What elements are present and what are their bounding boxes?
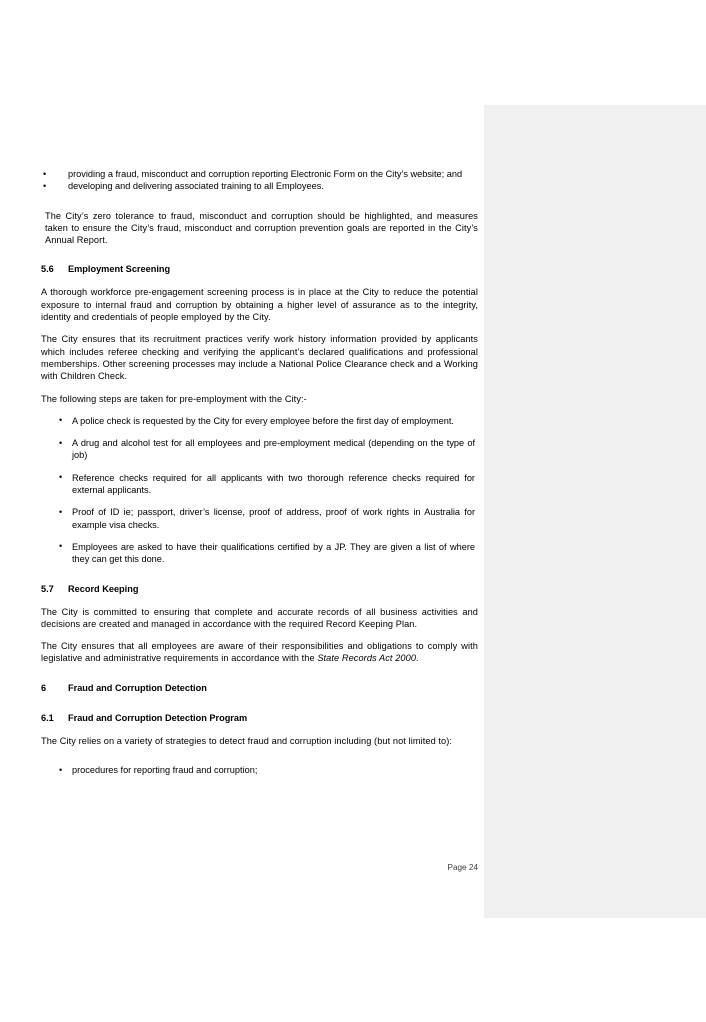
paragraph-5-7-a: The City is committed to ensuring that complete and accurate records of all business activities and decisions are created and managed in accordance with the required Record Keeping Plan. xyxy=(41,606,478,629)
heading-6 xyxy=(41,682,478,694)
bullet-list-detection-strategies xyxy=(41,764,478,776)
paragraph-6-1-a: The City relies on a variety of strategies to detect fraud and corruption including (but not limited to): xyxy=(41,735,453,746)
list-item xyxy=(41,168,478,180)
page-footer xyxy=(41,862,478,873)
heading-5-6 xyxy=(41,263,478,275)
bullet-list-pre-employment-steps xyxy=(41,415,478,566)
page-number: Page 24 xyxy=(447,863,478,872)
heading-title: Employment Screening xyxy=(68,264,171,275)
list-item-text: developing and delivering associated training to all Employees. xyxy=(68,181,324,192)
paragraph-5-7-b-lead: The City ensures that all employees are aware of their responsibilities and obligations to comply with legislative and administrative requirements in accordance with the xyxy=(41,641,478,664)
list-item xyxy=(41,437,475,462)
paragraph-5-6-b: The City ensures that its recruitment practices verify work history information provided by applicants which includes referee checking and verifying the applicant’s declared qualifications and professional memberships. Other screening processes may include a National Police Clearance check and a Working with Children Check. xyxy=(41,334,478,382)
list-item-text: A police check is requested by the City for every employee before the first day of employment. xyxy=(72,415,454,426)
list-item-text: Reference checks required for all applicants with two thorough reference checks required for external applicants. xyxy=(72,472,475,496)
heading-title: Record Keeping xyxy=(68,583,139,594)
list-item xyxy=(41,506,475,531)
list-item-text: procedures for reporting fraud and corruption; xyxy=(72,765,258,776)
spacer xyxy=(41,203,478,210)
heading-title: Fraud and Corruption Detection Program xyxy=(68,712,248,723)
bullet-list-reporting-measures xyxy=(41,168,478,193)
heading-number: 5.6 xyxy=(41,264,54,275)
list-item-text: providing a fraud, misconduct and corruption reporting Electronic Form on the City’s website; and xyxy=(68,169,463,179)
list-item xyxy=(41,541,475,566)
list-item-text: Employees are asked to have their qualifications certified by a JP. They are given a list of where they can get this done. xyxy=(72,541,475,565)
list-item xyxy=(41,472,475,497)
heading-number: 5.7 xyxy=(41,583,54,594)
list-item xyxy=(41,415,475,427)
document-text-column xyxy=(41,168,478,786)
list-item xyxy=(41,764,475,776)
heading-title: Fraud and Corruption Detection xyxy=(68,682,207,693)
spacer xyxy=(41,576,478,583)
act-citation: State Records Act 2000 xyxy=(317,653,417,664)
paragraph-5-6-c: The following steps are taken for pre-employment with the City:- xyxy=(41,393,307,404)
heading-6-1 xyxy=(41,712,478,724)
overlay-grey-panel xyxy=(484,105,706,918)
heading-number: 6.1 xyxy=(41,712,54,723)
paragraph-5-7-b xyxy=(41,640,478,665)
list-item-text: A drug and alcohol test for all employees and pre-employment medical (depending on the type of job) xyxy=(72,438,475,461)
paragraph-5-7-b-tail: . xyxy=(416,653,419,664)
paragraph-5-6-a: A thorough workforce pre-engagement screening process is in place at the City to reduce the potential exposure to internal fraud and corruption by obtaining a higher level of assurance as to the integrity, identity and credentials of people employed by the City. xyxy=(41,287,478,323)
list-item xyxy=(41,180,478,192)
heading-number: 6 xyxy=(41,682,47,693)
spacer xyxy=(41,256,478,263)
spacer xyxy=(41,757,478,764)
spacer xyxy=(41,675,478,682)
paragraph-zero-tolerance: The City’s zero tolerance to fraud, misconduct and corruption should be highlighted, and measures taken to ensure the City’s fraud, misconduct and corruption prevention goals are reported in the City’s Annual Report. xyxy=(45,210,478,246)
list-item-text: Proof of ID ie; passport, driver’s license, proof of address, proof of work rights in Australia for example visa checks. xyxy=(72,507,475,530)
heading-5-7 xyxy=(41,583,478,595)
spacer xyxy=(41,705,478,712)
